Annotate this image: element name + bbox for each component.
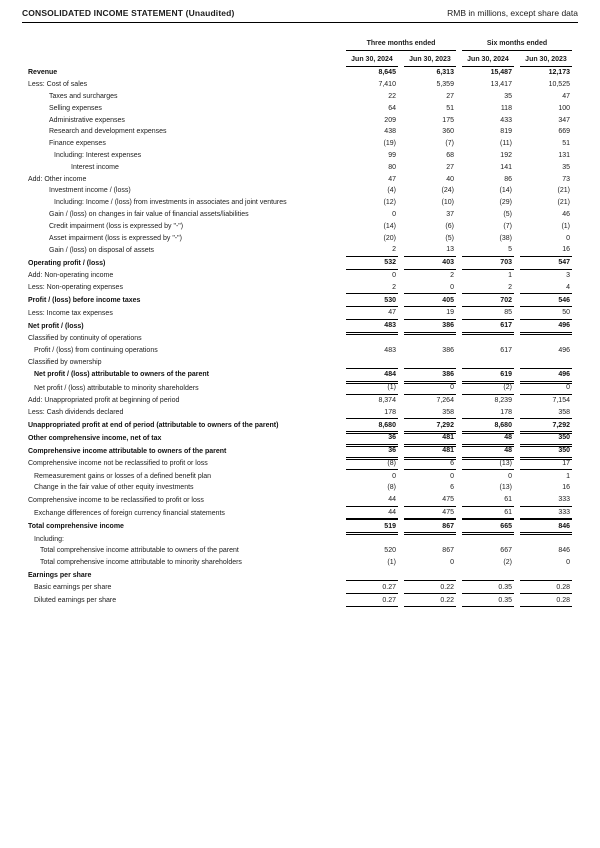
table-row: [28, 557, 572, 569]
value-6m-2023: 358: [520, 406, 572, 419]
table-row: [28, 270, 572, 282]
value-6m-2023: 0.28: [520, 594, 572, 607]
row-label: Profit / (loss) before income taxes: [28, 297, 141, 305]
value-3m-2023: (24): [441, 187, 454, 195]
value-3m-2023: 386: [404, 320, 456, 333]
value-3m-2023: 6: [450, 484, 454, 492]
value-3m-2024: 2: [346, 244, 398, 257]
value-6m-2024: (7): [503, 222, 512, 230]
value-6m-2024: 703: [462, 257, 514, 270]
value-3m-2023: 358: [404, 406, 456, 419]
value-3m-2024: 47: [388, 175, 396, 183]
table-row: [28, 395, 572, 407]
value-3m-2024: (4): [387, 187, 396, 195]
value-3m-2024: 44: [346, 507, 398, 520]
value-3m-2024: 532: [346, 257, 398, 270]
value-3m-2024: 44: [346, 494, 398, 507]
value-6m-2024: 118: [500, 104, 512, 112]
value-6m-2024: 667: [500, 547, 512, 555]
value-6m-2024: 8,680: [462, 419, 514, 432]
row-label: Revenue: [28, 69, 58, 77]
row-label: Total comprehensive income attributable to minority shareholders: [40, 559, 242, 567]
table-row: [28, 173, 572, 185]
value-3m-2024: 0: [392, 472, 396, 480]
value-3m-2024: (19): [383, 140, 396, 148]
value-6m-2023: 73: [562, 175, 570, 183]
value-6m-2023: 0.28: [520, 581, 572, 594]
value-6m-2024: (38): [499, 234, 512, 242]
value-6m-2023: 4: [520, 281, 572, 294]
page-title: CONSOLIDATED INCOME STATEMENT (Unaudited): [22, 8, 235, 18]
value-3m-2023: 7,292: [404, 419, 456, 432]
value-6m-2024: (29): [499, 199, 512, 207]
table-row: [28, 161, 572, 173]
value-6m-2023: 10,525: [548, 81, 570, 89]
value-6m-2024: [462, 356, 514, 368]
table-row: [28, 307, 572, 320]
table-row: [28, 244, 572, 257]
row-label: Including:: [34, 535, 64, 543]
value-3m-2023: 19: [404, 307, 456, 320]
table-row: [28, 594, 572, 607]
row-label: Selling expenses: [49, 104, 102, 112]
value-3m-2023: 867: [404, 519, 456, 533]
value-6m-2024: 61: [462, 494, 514, 507]
value-3m-2023: 403: [404, 257, 456, 270]
value-3m-2024: 0.27: [346, 581, 398, 594]
value-3m-2024: [346, 356, 398, 368]
value-3m-2023: 405: [404, 294, 456, 307]
row-label: Comprehensive income not be reclassified to profit or loss: [28, 460, 208, 468]
value-6m-2024: 85: [462, 307, 514, 320]
value-6m-2023: (21): [557, 187, 570, 195]
value-3m-2024: 483: [346, 320, 398, 333]
value-3m-2023: 386: [404, 368, 456, 382]
value-3m-2023: 6,313: [436, 69, 454, 77]
value-6m-2023: 50: [520, 307, 572, 320]
value-3m-2024: 2: [346, 281, 398, 294]
row-label: Less: Income tax expenses: [28, 309, 113, 317]
value-6m-2024: 433: [500, 116, 512, 124]
value-6m-2024: 178: [462, 406, 514, 419]
row-label: Operating profit / (loss): [28, 259, 106, 267]
unit-note: RMB in millions, except share data: [447, 8, 578, 18]
value-6m-2024: 8,239: [494, 396, 512, 404]
table-row: [28, 519, 572, 533]
row-label: Comprehensive income to be reclassified to profit or loss: [28, 496, 204, 504]
value-6m-2024: (14): [499, 187, 512, 195]
value-6m-2024: (13): [462, 458, 514, 471]
value-6m-2024: 35: [504, 92, 512, 100]
value-6m-2024: 617: [500, 346, 512, 354]
row-label: Asset impairment (loss is expressed by "-"): [49, 234, 182, 242]
value-3m-2023: 475: [404, 507, 456, 520]
row-label: Diluted earnings per share: [34, 597, 117, 605]
value-3m-2023: (6): [445, 222, 454, 230]
value-3m-2023: 0: [450, 559, 454, 567]
row-label: Basic earnings per share: [34, 584, 112, 592]
value-6m-2023: 496: [520, 320, 572, 333]
row-label: Finance expenses: [49, 140, 106, 148]
value-3m-2023: 360: [442, 128, 454, 136]
value-6m-2023: 16: [520, 244, 572, 257]
value-6m-2024: 61: [462, 507, 514, 520]
value-3m-2023: 0: [404, 382, 456, 395]
value-6m-2024: 665: [462, 519, 514, 533]
table-row: [28, 320, 572, 333]
value-3m-2023: [404, 356, 456, 368]
value-3m-2024: 178: [346, 406, 398, 419]
value-6m-2023: 16: [562, 484, 570, 492]
row-label: Earnings per share: [28, 571, 92, 579]
value-6m-2023: 0: [566, 559, 570, 567]
value-3m-2023: 867: [442, 547, 454, 555]
table-row: [28, 294, 572, 307]
value-3m-2024: 209: [384, 116, 396, 124]
value-3m-2024: 64: [388, 104, 396, 112]
label-column-spacer: [28, 51, 340, 67]
table-row: [28, 406, 572, 419]
table-row: [28, 185, 572, 197]
table-row: [28, 138, 572, 150]
row-label: Investment income / (loss): [49, 187, 131, 195]
value-3m-2023: 5,359: [436, 81, 454, 89]
row-label: Gain / (loss) on changes in fair value of financial assets/liabilities: [49, 210, 249, 218]
row-label: Net profit / (loss): [28, 322, 84, 330]
value-3m-2023: 475: [404, 494, 456, 507]
income-table-body: [28, 67, 572, 607]
table-row: [28, 257, 572, 270]
value-3m-2023: 386: [442, 346, 454, 354]
value-3m-2023: 2: [450, 271, 454, 279]
value-6m-2023: 350: [520, 445, 572, 458]
value-3m-2024: 47: [346, 307, 398, 320]
value-6m-2024: (5): [503, 210, 512, 218]
value-3m-2024: (1): [346, 382, 398, 395]
table-row: [28, 569, 572, 582]
value-3m-2024: 0.27: [346, 594, 398, 607]
value-3m-2023: 0: [450, 472, 454, 480]
row-label: Total comprehensive income attributable to owners of the parent: [40, 547, 239, 555]
value-6m-2023: 846: [520, 519, 572, 533]
value-3m-2024: 0: [392, 210, 396, 218]
value-6m-2023: [520, 356, 572, 368]
table-row: [28, 91, 572, 103]
table-row: [28, 494, 572, 507]
date-header: Jun 30, 2024: [346, 51, 398, 67]
row-label: Less: Cost of sales: [28, 81, 88, 89]
value-6m-2023: 51: [562, 140, 570, 148]
value-6m-2023: 669: [558, 128, 570, 136]
value-3m-2023: 175: [442, 116, 454, 124]
value-6m-2024: 86: [504, 175, 512, 183]
value-3m-2024: 8,645: [378, 69, 396, 77]
table-row: [28, 419, 572, 432]
table-row: [28, 470, 572, 482]
table-row: [28, 368, 572, 382]
table-row: [28, 67, 572, 79]
table-row: [28, 79, 572, 91]
value-6m-2024: 13,417: [490, 81, 512, 89]
row-label: Administrative expenses: [49, 116, 125, 124]
value-6m-2024: 48: [462, 432, 514, 445]
row-label: Research and development expenses: [49, 128, 167, 136]
table-row: [28, 344, 572, 356]
table-row: [28, 126, 572, 138]
value-6m-2023: 546: [520, 294, 572, 307]
value-6m-2024: 2: [462, 281, 514, 294]
value-3m-2024: (1): [387, 559, 396, 567]
date-header: Jun 30, 2024: [462, 51, 514, 67]
date-header-row: [28, 51, 572, 67]
value-3m-2023: 7,264: [436, 396, 454, 404]
row-label: Exchange differences of foreign currency financial statements: [34, 509, 225, 517]
value-3m-2024: (14): [383, 222, 396, 230]
value-6m-2024: (2): [462, 382, 514, 395]
row-label: Gain / (loss) on disposal of assets: [49, 246, 155, 254]
value-3m-2024: 36: [346, 445, 398, 458]
group-header-three-months: Three months ended: [346, 34, 456, 51]
value-3m-2024: 80: [388, 163, 396, 171]
value-6m-2023: 333: [520, 494, 572, 507]
value-3m-2024: (8): [346, 458, 398, 471]
value-3m-2024: (8): [387, 484, 396, 492]
label-column-spacer: [28, 34, 340, 51]
value-6m-2023: (1): [561, 222, 570, 230]
value-3m-2023: 27: [446, 92, 454, 100]
row-label: Comprehensive income attributable to owners of the parent: [28, 447, 227, 455]
row-label: Interest income: [71, 163, 119, 171]
value-6m-2024: 702: [462, 294, 514, 307]
value-6m-2024: 192: [500, 151, 512, 159]
document-header: [22, 8, 578, 23]
value-6m-2024: (11): [500, 140, 512, 148]
row-label: Total comprehensive income: [28, 522, 124, 530]
value-3m-2023: [404, 569, 456, 582]
period-group-header-row: [28, 34, 572, 51]
value-3m-2023: (10): [441, 199, 454, 207]
row-label: Net profit / (loss) attributable to owners of the parent: [34, 371, 210, 379]
table-row: [28, 482, 572, 494]
value-6m-2023: 46: [562, 210, 570, 218]
value-6m-2024: 617: [462, 320, 514, 333]
value-6m-2023: 496: [558, 346, 570, 354]
value-3m-2024: 0: [392, 271, 396, 279]
row-label: Other comprehensive income, net of tax: [28, 434, 162, 442]
table-row: [28, 209, 572, 221]
row-label: Net profit / (loss) attributable to minority shareholders: [34, 384, 199, 392]
value-6m-2024: 0.35: [462, 594, 514, 607]
value-3m-2023: 6: [404, 458, 456, 471]
value-3m-2024: 99: [388, 151, 396, 159]
group-header-six-months: Six months ended: [462, 34, 572, 51]
table-row: [28, 114, 572, 126]
value-6m-2023: 0: [520, 382, 572, 395]
value-6m-2023: 3: [566, 271, 570, 279]
value-6m-2023: 350: [520, 432, 572, 445]
row-label: Add: Unappropriated profit at beginning of period: [28, 396, 180, 404]
value-3m-2023: 40: [446, 175, 454, 183]
row-label: Including: Income / (loss) from investments in associates and joint ventures: [54, 199, 287, 207]
date-header: Jun 30, 2023: [520, 51, 572, 67]
value-3m-2023: 0.22: [404, 594, 456, 607]
value-6m-2023: [520, 569, 572, 582]
row-label: Including: Interest expenses: [54, 151, 142, 159]
value-3m-2023: 481: [404, 445, 456, 458]
value-3m-2024: (20): [383, 234, 396, 242]
value-6m-2023: 547: [520, 257, 572, 270]
value-3m-2023: 0.22: [404, 581, 456, 594]
value-3m-2024: 520: [384, 547, 396, 555]
value-6m-2023: 7,154: [552, 396, 570, 404]
value-3m-2024: 484: [346, 368, 398, 382]
row-label: Change in the fair value of other equity investments: [34, 484, 194, 492]
table-row: [28, 445, 572, 458]
value-6m-2024: 819: [500, 128, 512, 136]
row-label: Less: Non-operating expenses: [28, 284, 123, 292]
value-6m-2024: (13): [499, 484, 512, 492]
date-header: Jun 30, 2023: [404, 51, 456, 67]
value-6m-2023: (21): [557, 199, 570, 207]
value-6m-2023: 35: [562, 163, 570, 171]
value-6m-2024: 15,487: [490, 69, 512, 77]
value-3m-2024: 22: [388, 92, 396, 100]
value-3m-2024: 8,680: [346, 419, 398, 432]
value-6m-2024: 141: [500, 163, 512, 171]
value-6m-2024: 0.35: [462, 581, 514, 594]
value-3m-2024: 36: [346, 432, 398, 445]
value-6m-2024: 619: [462, 368, 514, 382]
value-3m-2023: (5): [445, 234, 454, 242]
table-row: [28, 220, 572, 232]
table-row: [28, 581, 572, 594]
value-3m-2024: [346, 569, 398, 582]
value-6m-2023: 0: [566, 234, 570, 242]
row-label: Less: Cash dividends declared: [28, 409, 124, 417]
table-row: [28, 507, 572, 520]
value-6m-2023: 496: [520, 368, 572, 382]
value-3m-2023: 51: [446, 104, 454, 112]
value-3m-2024: 438: [384, 128, 396, 136]
row-label: Credit impairment (loss is expressed by "-"): [49, 222, 184, 230]
value-3m-2023: (7): [445, 140, 454, 148]
value-6m-2023: 100: [558, 104, 570, 112]
value-6m-2023: 1: [566, 472, 570, 480]
row-label: Add: Non-operating income: [28, 271, 114, 279]
value-3m-2024: (12): [383, 199, 396, 207]
value-3m-2023: 481: [404, 432, 456, 445]
row-label: Add: Other income: [28, 175, 87, 183]
table-row: [28, 102, 572, 114]
value-6m-2024: (2): [503, 559, 512, 567]
row-label: Remeasurement gains or losses of a defined benefit plan: [34, 472, 212, 480]
table-row: [28, 150, 572, 162]
table-row: [28, 545, 572, 557]
value-3m-2024: 530: [346, 294, 398, 307]
table-row: [28, 432, 572, 445]
value-3m-2023: 0: [404, 281, 456, 294]
value-6m-2024: 0: [508, 472, 512, 480]
table-row: [28, 197, 572, 209]
value-6m-2024: 48: [462, 445, 514, 458]
value-3m-2024: 483: [384, 346, 396, 354]
value-3m-2023: 37: [446, 210, 454, 218]
table-row: [28, 232, 572, 244]
value-6m-2024: [462, 569, 514, 582]
value-3m-2023: 68: [446, 151, 454, 159]
table-row: [28, 356, 572, 368]
value-6m-2024: 5: [462, 244, 514, 257]
value-6m-2023: 17: [520, 458, 572, 471]
value-6m-2023: 7,292: [520, 419, 572, 432]
row-label: Classified by continuity of operations: [28, 334, 142, 342]
row-label: Classified by ownership: [28, 358, 102, 366]
value-6m-2023: 333: [520, 507, 572, 520]
row-label: Profit / (loss) from continuing operations: [34, 346, 158, 354]
value-6m-2023: 347: [558, 116, 570, 124]
value-6m-2023: 47: [562, 92, 570, 100]
value-3m-2024: 7,410: [378, 81, 396, 89]
row-label: Unappropriated profit at end of period (attributable to owners of the parent): [28, 422, 279, 429]
value-3m-2023: 27: [446, 163, 454, 171]
row-label: Taxes and surcharges: [49, 92, 118, 100]
income-statement-table: [22, 34, 578, 607]
value-3m-2023: 13: [404, 244, 456, 257]
value-6m-2023: 131: [558, 151, 570, 159]
value-6m-2024: 1: [508, 271, 512, 279]
table-row: [28, 281, 572, 294]
value-3m-2024: 8,374: [378, 396, 396, 404]
value-6m-2023: 846: [558, 547, 570, 555]
value-6m-2023: 12,173: [548, 69, 570, 77]
value-3m-2024: 519: [346, 519, 398, 533]
